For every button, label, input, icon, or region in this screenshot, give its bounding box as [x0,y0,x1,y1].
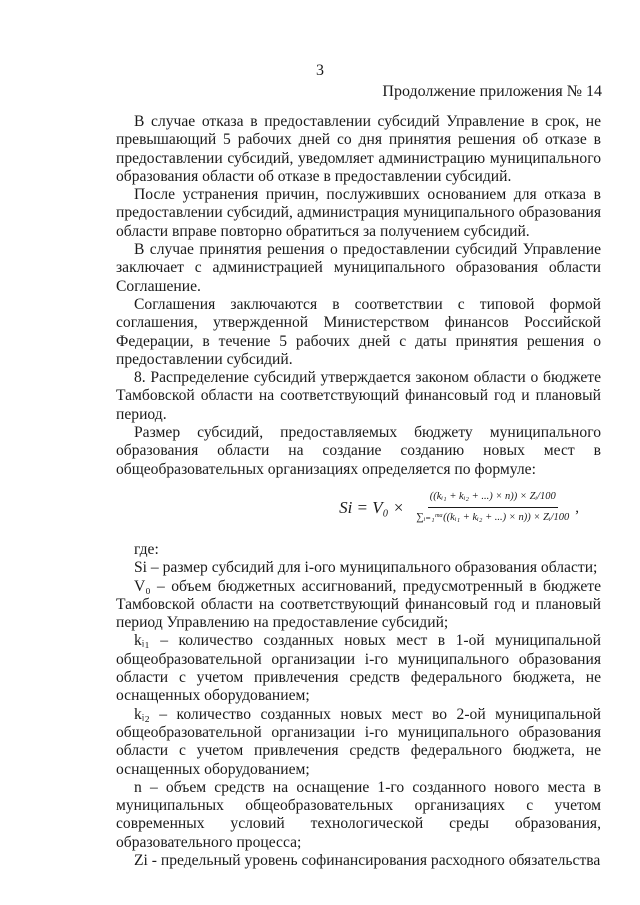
definition: n – объем средств на оснащение 1-го созданного нового места в муниципальных общеобразовательных организациях с учетом современных условий технологической среды образования, образовательного процесса; [116,778,601,851]
paragraph: После устранения причин, послуживших основанием для отказа в предоставлении субсидий, администрация муниципального образования области вправе повторно обратиться за получением субсидий. [116,186,601,240]
paragraph: В случае отказа в предоставлении субсидий Управление в срок, не превышающий 5 рабочих дней со дня принятия решения об отказе в предоставлении субсидий, уведомляет администрацию муниципального образования области об отказе в предоставлении субсидий. [116,113,601,185]
formula-numerator: ((kᵢ₁ + kᵢ₂ + ...) × n)) × Zᵢ/100 [428,488,558,508]
formula-trail: , [575,499,579,516]
subsidy-formula [116,479,601,537]
definition: Si – размер субсидий для i-ого муниципального образования области; [134,559,598,577]
paragraph: В случае принятия решения о предоставлении субсидий Управление заключает с администрацией муниципального образования области Соглашение. [116,241,601,295]
formula-fraction [414,488,571,528]
paragraph: Размер субсидий, предоставляемых бюджету муниципального образования области на создание созданию новых мест в общеобразовательных организациях определяется по формуле: [116,424,601,478]
definition: kᵢ₂ – количество созданных новых мест во 2-ой муниципальной общеобразовательной организации i-го муниципального образования области с учетом привлечения средств федерального бюджета, не оснащенных оборудованием; [116,705,601,778]
formula-lhs: Si = V₀ × [339,497,405,517]
paragraph: Соглашения заключаются в соответствии с типовой формой соглашения, утвержденной Министерством финансов Российской Федерации, в течение 5 рабочих дней с даты принятия решения о предоставлении субсидий. [116,295,601,368]
where-label: где: [134,540,159,558]
definition: Zi - предельный уровень софинансирования расходного обязательства [134,851,601,869]
formula-denominator: ∑ᵢ₌₁ᵐᵃ((kᵢ₁ + kᵢ₂ + ...) × n)) × Zᵢ/100 [416,512,570,524]
page-number: 3 [316,62,324,79]
definition: kᵢ₁ – количество созданных новых мест в 1-ой муниципальной общеобразовательной организации i-го муниципального образования области с учетом привлечения средств федерального бюджета, не оснащенных оборудованием; [116,632,601,705]
document-body [116,113,601,870]
definition: V₀ – объем бюджетных ассигнований, предусмотренный в бюджете Тамбовской области на соответствующий финансовый год и плановый период Управлению на предоставление субсидий; [116,577,601,632]
appendix-header: Продолжение приложения № 14 [382,83,602,100]
paragraph: 8. Распределение субсидий утверждается законом области о бюджете Тамбовской области на соответствующий финансовый год и плановый период. [116,369,601,423]
